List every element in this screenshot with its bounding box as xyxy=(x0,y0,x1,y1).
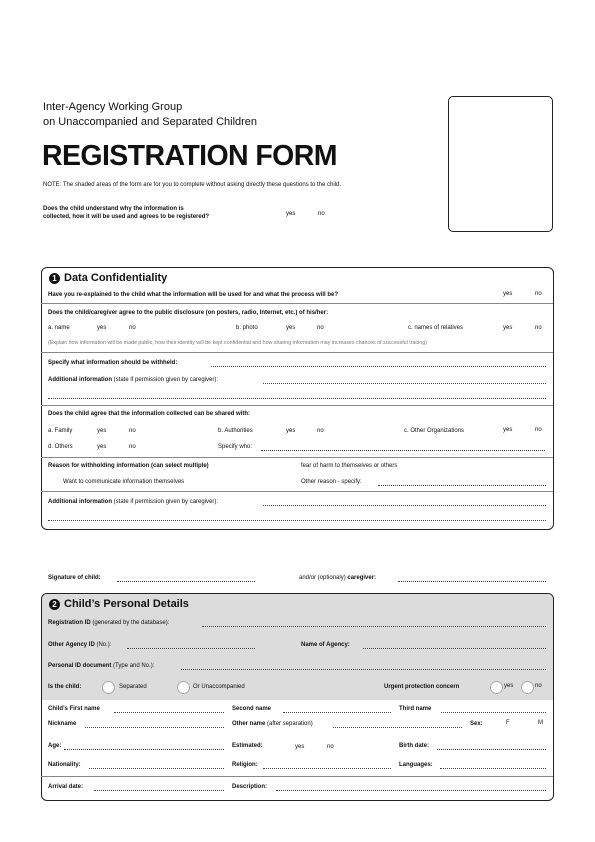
shared-others-no[interactable]: no xyxy=(129,444,136,450)
reexplained-no[interactable]: no xyxy=(535,291,542,297)
public-relatives-label: c. names of relatives xyxy=(408,325,464,331)
shared-authorities-yes[interactable]: yes xyxy=(286,428,296,434)
org-name-line1: Inter-Agency Working Group xyxy=(43,101,183,113)
public-name-yes[interactable]: yes xyxy=(97,325,107,331)
public-photo-yes[interactable]: yes xyxy=(286,325,296,331)
shared-family-yes[interactable]: yes xyxy=(97,428,107,434)
name-of-agency-field[interactable] xyxy=(363,648,546,649)
additional-info-bold-2: Additional information xyxy=(48,499,112,505)
signature-child-label: Signature of child: xyxy=(48,575,101,581)
additional-info-field-2[interactable] xyxy=(263,505,546,506)
reason-want-communicate-option[interactable]: Want to communicate information themselves xyxy=(63,479,185,485)
form-note: NOTE: The shaded areas of the form are for you to complete without asking directly these questions to the child. xyxy=(43,182,342,188)
divider xyxy=(41,491,553,492)
section1-title: Data Confidentiality xyxy=(64,272,168,284)
unaccompanied-radio[interactable] xyxy=(177,681,190,694)
languages-label: Languages: xyxy=(399,762,433,768)
urgent-no-radio[interactable] xyxy=(521,681,534,694)
reason-withholding-label: Reason for withholding information (can select multiple) xyxy=(48,463,209,469)
understand-yes-option[interactable]: yes xyxy=(286,211,296,217)
other-name-field[interactable] xyxy=(333,727,462,728)
additional-info-label-1 xyxy=(48,377,218,383)
description-field[interactable] xyxy=(276,790,546,791)
section1-number: 1 xyxy=(52,274,57,283)
reason-fear-harm-option[interactable]: fear of harm to themselves or others xyxy=(301,463,398,469)
shared-other-orgs-label: c. Other Organizations xyxy=(404,428,465,434)
reg-id-rest: (generated by the database): xyxy=(92,620,170,626)
understand-no-option[interactable]: no xyxy=(318,211,325,217)
age-label: Age: xyxy=(48,743,62,749)
first-name-field[interactable] xyxy=(114,712,224,713)
religion-field[interactable] xyxy=(263,768,391,769)
religion-label: Religion: xyxy=(232,762,258,768)
other-name-label xyxy=(232,721,313,727)
age-field[interactable] xyxy=(64,749,224,750)
third-name-label: Third name xyxy=(399,706,432,712)
estimated-label: Estimated: xyxy=(232,743,263,749)
understand-question-line2: collected, how it will be used and agrees to be registered? xyxy=(43,214,210,220)
urgent-no-label: no xyxy=(535,683,542,689)
arrival-date-field[interactable] xyxy=(94,790,224,791)
other-agency-bold: Other Agency ID xyxy=(48,642,95,648)
withheld-field[interactable] xyxy=(211,366,546,367)
personal-id-field[interactable] xyxy=(181,669,546,670)
nationality-field[interactable] xyxy=(89,768,224,769)
is-child-label: Is the child: xyxy=(48,684,82,690)
additional-info-bold: Additional information xyxy=(48,377,112,383)
description-label: Description: xyxy=(232,784,268,790)
nationality-label: Nationality: xyxy=(48,762,81,768)
additional-info-rest: (state if permission given by caregiver): xyxy=(113,377,219,383)
reexplained-question: Have you re-explained to the child what the information will be used for and what the process will be? xyxy=(48,292,339,298)
third-name-field[interactable] xyxy=(441,712,546,713)
shared-family-label: a. Family xyxy=(48,428,73,434)
second-name-field[interactable] xyxy=(283,712,391,713)
additional-info-label-2 xyxy=(48,499,218,505)
public-photo-no[interactable]: no xyxy=(317,325,324,331)
divider xyxy=(41,457,553,458)
section1-number-badge xyxy=(49,273,60,284)
caregiver-bold: caregiver: xyxy=(347,575,377,581)
public-relatives-no[interactable]: no xyxy=(535,325,542,331)
birth-date-field[interactable] xyxy=(437,749,546,750)
specify-who-field[interactable] xyxy=(261,450,545,451)
urgent-yes-label: yes xyxy=(504,683,514,689)
other-name-rest: (after separation) xyxy=(267,721,313,727)
name-of-agency-label: Name of Agency: xyxy=(301,642,350,648)
signature-caregiver-field[interactable] xyxy=(398,581,546,582)
shared-others-yes[interactable]: yes xyxy=(97,444,107,450)
shared-other-orgs-yes[interactable]: yes xyxy=(503,427,513,433)
birth-date-label: Birth date: xyxy=(399,743,429,749)
additional-info-rest-2: (state if permission given by caregiver): xyxy=(113,499,219,505)
section2-number: 2 xyxy=(52,600,57,609)
unaccompanied-label: Or Unaccompanied xyxy=(193,684,245,690)
shared-authorities-label: b. Authorities xyxy=(218,428,253,434)
shared-authorities-no[interactable]: no xyxy=(317,428,324,434)
other-agency-id-label xyxy=(48,642,111,648)
reason-other-field[interactable] xyxy=(378,485,546,486)
additional-info-field-2b[interactable] xyxy=(48,520,546,521)
public-explain-note: (Explain how information will be made public, how their identity will be kept confidential and how sharing information may increases chances of successful tracing) xyxy=(48,340,427,346)
reason-other-label: Other reason - specify: xyxy=(301,479,362,485)
personal-id-rest: (Type and No.): xyxy=(113,663,155,669)
shared-question: Does the child agree that the information collected can be shared with: xyxy=(48,411,251,417)
shared-family-no[interactable]: no xyxy=(129,428,136,434)
specify-who-label: Specify who: xyxy=(218,444,253,450)
signature-caregiver-label xyxy=(299,575,376,581)
second-name-label: Second name xyxy=(232,706,272,712)
urgent-protection-label: Urgent protection concern xyxy=(384,684,460,690)
first-name-label: Child’s First name xyxy=(48,706,100,712)
section2-title: Child’s Personal Details xyxy=(64,598,189,610)
signature-child-field[interactable] xyxy=(117,581,255,582)
estimated-yes[interactable]: yes xyxy=(295,744,305,750)
other-agency-id-field[interactable] xyxy=(127,648,255,649)
reg-id-bold: Registration ID xyxy=(48,620,91,626)
other-agency-rest: (No.): xyxy=(96,642,112,648)
other-name-bold: Other name xyxy=(232,721,266,727)
additional-info-field-1[interactable] xyxy=(263,383,546,384)
personal-id-bold: Personal ID document xyxy=(48,663,112,669)
reexplained-yes[interactable]: yes xyxy=(503,291,513,297)
sex-female-option[interactable]: F xyxy=(506,720,510,726)
nickname-label: Nickname xyxy=(48,721,77,727)
sex-male-option[interactable]: M xyxy=(538,720,543,726)
caregiver-pre: and/or (optionaly) xyxy=(299,575,346,581)
separated-radio[interactable] xyxy=(102,681,115,694)
form-title: REGISTRATION FORM xyxy=(42,140,337,172)
section2-number-badge xyxy=(49,599,60,610)
sex-label: Sex: xyxy=(470,721,483,727)
divider xyxy=(41,352,553,353)
photo-box[interactable] xyxy=(448,96,553,232)
urgent-yes-radio[interactable] xyxy=(490,681,503,694)
estimated-no[interactable]: no xyxy=(327,744,334,750)
shared-others-label: d. Others xyxy=(48,444,73,450)
nickname-field[interactable] xyxy=(85,727,224,728)
public-name-label: a. name xyxy=(48,325,70,331)
shared-other-orgs-no[interactable]: no xyxy=(535,427,542,433)
divider xyxy=(41,776,553,777)
separated-label: Separated xyxy=(119,684,147,690)
withheld-label: Specify what information should be withheld: xyxy=(48,360,178,366)
registration-id-field[interactable] xyxy=(202,626,546,627)
public-photo-label: b. photo xyxy=(236,325,258,331)
registration-id-label xyxy=(48,620,169,626)
languages-field[interactable] xyxy=(440,768,546,769)
understand-question-line1: Does the child understand why the information is xyxy=(43,206,184,212)
public-disclosure-question: Does the child/caregiver agree to the public disclosure (on posters, radio, Internet, etc.) of his/her: xyxy=(48,310,329,316)
public-name-no[interactable]: no xyxy=(129,325,136,331)
arrival-date-label: Arrival date: xyxy=(48,784,84,790)
org-name-line2: on Unaccompanied and Separated Children xyxy=(43,116,258,128)
additional-info-field-1b[interactable] xyxy=(48,398,546,399)
divider xyxy=(41,405,553,406)
public-relatives-yes[interactable]: yes xyxy=(503,325,513,331)
divider xyxy=(41,303,553,304)
personal-id-label xyxy=(48,663,154,669)
